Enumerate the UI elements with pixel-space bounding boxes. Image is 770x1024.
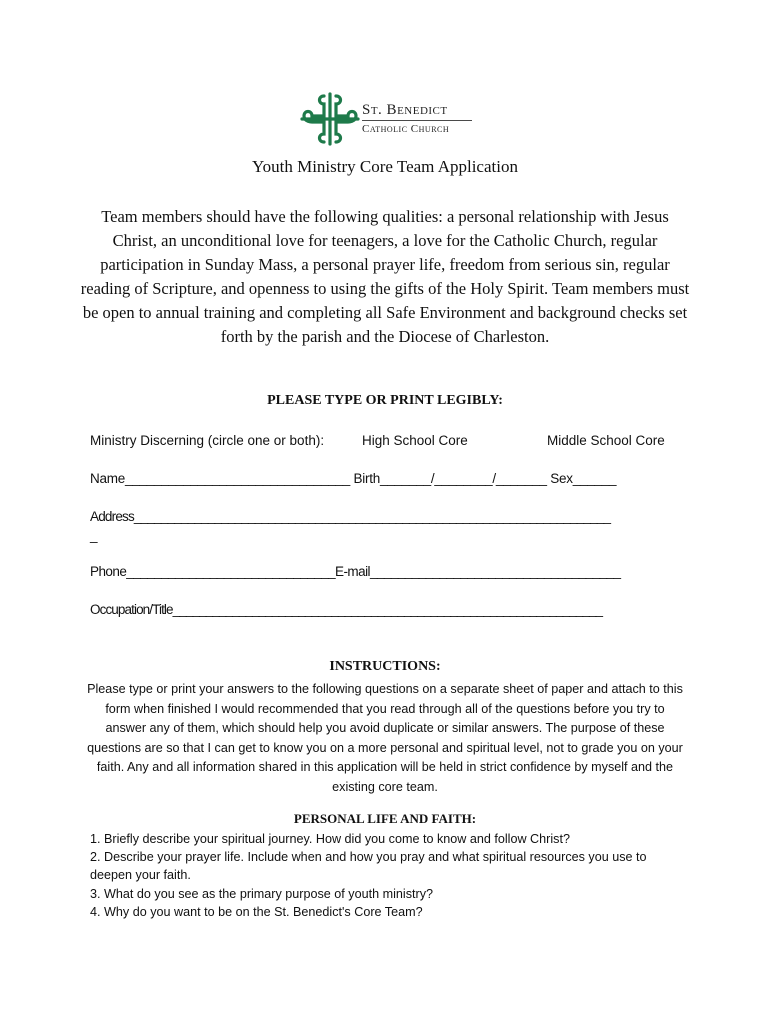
address-line-continuation: _ (90, 528, 98, 543)
celtic-cross-icon (300, 92, 360, 146)
middle-school-core-option[interactable]: Middle School Core (547, 433, 665, 448)
question-item: 4. Why do you want to be on the St. Benedict's Core Team? (90, 904, 423, 919)
logo-church-name: St. Benedict (362, 102, 448, 118)
question-item: 1. Briefly describe your spiritual journey. How did you come to know and follow Christ? (90, 832, 570, 846)
print-legibly-heading: PLEASE TYPE OR PRINT LEGIBLY: (267, 393, 503, 408)
logo-divider (362, 120, 472, 121)
instructions-paragraph: Please type or print your answers to the following questions on a separate sheet of paper and attach to this form when finished I would recommended that you read through all of the questions before you try to answer any of them, which should help you avoid duplicate or similar answers. The purpose of these questions are so that I can get to know you on a more personal and spiritual level, not to grade you on your faith. Any and all information shared in this application will be held in strict confidence by myself and the existing core team. (87, 682, 683, 794)
occupation-title-line[interactable]: Occupation/Title_________________________________________________________________ (90, 602, 603, 617)
ministry-discerning-label: Ministry Discerning (circle one or both): (90, 433, 325, 448)
personal-life-heading: PERSONAL LIFE AND FAITH: (293, 811, 477, 826)
question-item: 3. What do you see as the primary purpose of youth ministry? (90, 886, 433, 901)
phone-email-line[interactable]: Phone______________________________E-mail____________________________________ (90, 564, 621, 579)
address-line[interactable]: Address_______________________________________________________________________ (90, 509, 611, 524)
logo-church-subtitle: Catholic Church (362, 123, 450, 135)
page-title: Youth Ministry Core Team Application (252, 157, 518, 176)
high-school-core-option[interactable]: High School Core (362, 433, 468, 448)
name-birth-sex-line[interactable]: Name_______________________________ Birth_______/________/_______ Sex______ (90, 471, 617, 486)
instructions-heading: INSTRUCTIONS: (329, 659, 441, 674)
qualities-paragraph: Team members should have the following qualities: a personal relationship with Jesus Christ, an unconditional love for teenagers, a love for the Catholic Church, regular participation in Sunday Mass, a personal prayer life, freedom from serious sin, regular reading of Scripture, and openness to using the gifts of the Holy Spirit. Team members must be open to annual training and completing all Safe Environment and background checks set forth by the parish and the Diocese of Charleston. (80, 207, 690, 346)
question-list (90, 830, 690, 921)
church-logo (300, 92, 480, 146)
question-item: 2. Describe your prayer life. Include when and how you pray and what spiritual resources you use to deepen your faith. (90, 850, 647, 883)
